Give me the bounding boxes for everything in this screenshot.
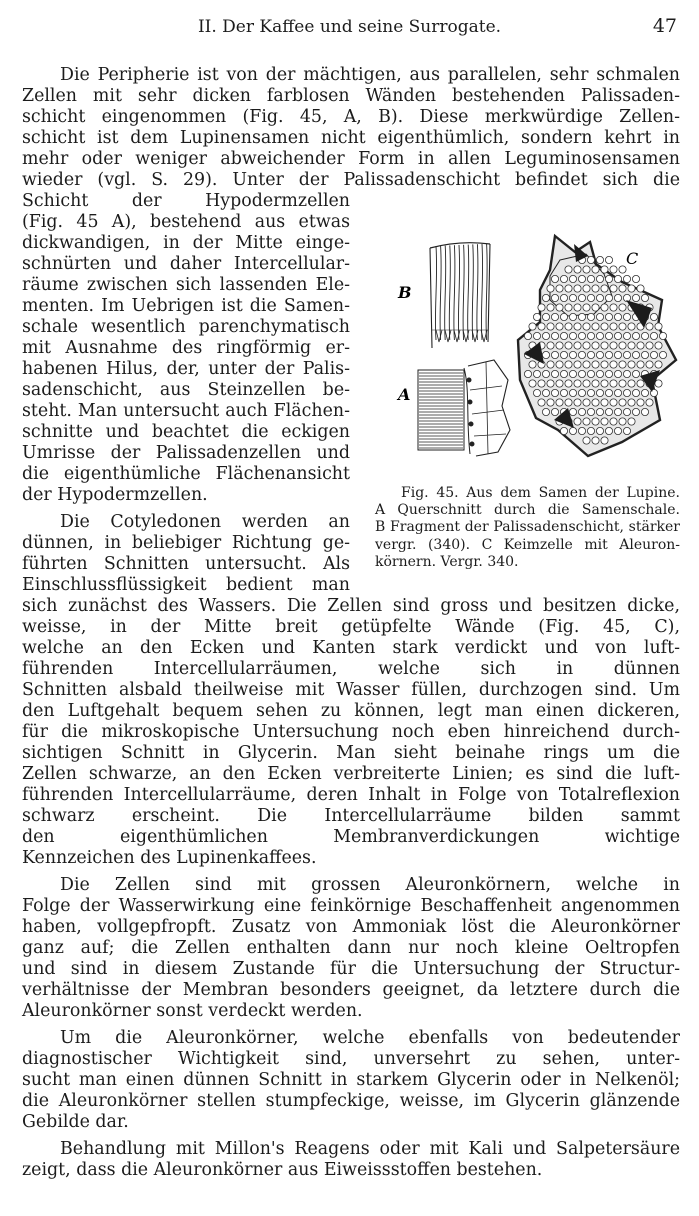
text-line: (Fig. 45 A), bestehend aus etwas bbox=[22, 212, 350, 232]
aleurone-cell-drawing bbox=[518, 236, 676, 456]
text-line: Schnitten alsbald theilweise mit Wasser füllen, durchzogen sind. Um bbox=[22, 680, 680, 700]
text-line: sadenschicht, aus Steinzellen be- bbox=[22, 380, 350, 400]
text-line: Kennzeichen des Lupinenkaffees. bbox=[22, 848, 317, 868]
figure-caption bbox=[375, 485, 680, 571]
text-line: Schicht der Hypodermzellen bbox=[22, 191, 350, 211]
text-line: weisse, in der Mitte breit getüpfelte Wände (Fig. 45, C), bbox=[22, 617, 680, 637]
text-line: ganz auf; die Zellen enthalten dann nur noch kleine Oeltropfen bbox=[22, 938, 680, 958]
text-line: Zellen mit sehr dicken farblosen Wänden bestehenden Palissaden- bbox=[22, 86, 680, 106]
palisade-fragment-drawing bbox=[430, 243, 490, 348]
caption-line: B Fragment der Palissadenschicht, stärker bbox=[375, 519, 680, 536]
text-line: der Hypodermzellen. bbox=[22, 485, 208, 505]
text-line: und sind in diesem Zustande für die Untersuchung der Structur- bbox=[22, 959, 680, 979]
text-line: dünnen, in beliebiger Richtung ge- bbox=[22, 533, 350, 553]
text-line: den eigenthümlichen Membranverdickungen wichtige bbox=[22, 827, 680, 847]
text-line: schale wesentlich parenchymatisch bbox=[22, 317, 350, 337]
text-line: führenden Intercellularräumen, welche sich in dünnen bbox=[22, 659, 680, 679]
text-line: Aleuronkörner sonst verdeckt werden. bbox=[22, 1001, 363, 1021]
text-line: sich zunächst des Wassers. Die Zellen sind gross und besitzen dicke, bbox=[22, 596, 680, 616]
caption-line: körnern. Vergr. 340. bbox=[375, 553, 519, 570]
text-line: Zellen schwarze, an den Ecken verbreiterte Linien; es sind die luft- bbox=[22, 764, 680, 784]
text-line: mehr oder weniger abweichender Form in allen Leguminosensamen bbox=[22, 149, 680, 169]
text-line: steht. Man untersucht auch Flächen- bbox=[22, 401, 350, 421]
figure-label-c: C bbox=[626, 249, 639, 268]
text-line: schicht eingenommen (Fig. 45, A, B). Diese merkwürdige Zellen- bbox=[22, 107, 680, 127]
text-line: Behandlung mit Millon's Reagens oder mit Kali und Salpetersäure bbox=[60, 1139, 680, 1159]
text-line: Gebilde dar. bbox=[22, 1112, 129, 1132]
text-line: räume zwischen sich lassenden Ele- bbox=[22, 275, 350, 295]
text-line: Folge der Wasserwirkung eine feinkörnige Beschaffenheit angenommen bbox=[22, 896, 680, 916]
text-line: sucht man einen dünnen Schnitt in starkem Glycerin oder in Nelkenöl; bbox=[22, 1070, 680, 1090]
caption-line: vergr. (340). C Keimzelle mit Aleuron- bbox=[375, 536, 680, 553]
text-line: schnitte und beachtet die eckigen bbox=[22, 422, 350, 442]
text-line: führten Schnitten untersucht. Als bbox=[22, 554, 350, 574]
text-line: welche an den Ecken und Kanten stark verdickt und von luft- bbox=[22, 638, 680, 658]
text-line: Die Zellen sind mit grossen Aleuronkörnern, welche in bbox=[60, 875, 680, 895]
text-line: dickwandigen, in der Mitte einge- bbox=[22, 233, 350, 253]
text-line: zeigt, dass die Aleuronkörner aus Eiweissstoffen bestehen. bbox=[22, 1160, 543, 1180]
text-line: menten. Im Uebrigen ist die Samen- bbox=[22, 296, 350, 316]
caption-line: A Querschnitt durch die Samenschale. bbox=[375, 502, 680, 519]
text-line: die Aleuronkörner stellen stumpfeckige, weisse, im Glycerin glänzende bbox=[22, 1091, 680, 1111]
text-line: schwarz erscheint. Die Intercellularräume bilden sammt bbox=[22, 806, 680, 826]
seed-coat-cross-section-drawing bbox=[418, 360, 510, 456]
text-line: für die mikroskopische Untersuchung noch eben hinreichend durch- bbox=[22, 722, 680, 742]
text-line: diagnostischer Wichtigkeit sind, unversehrt zu sehen, unter- bbox=[22, 1049, 680, 1069]
text-line: Die Cotyledonen werden an bbox=[60, 512, 350, 532]
running-header bbox=[0, 15, 699, 38]
text-line: Die Peripherie ist von der mächtigen, aus parallelen, sehr schmalen bbox=[60, 65, 680, 85]
figure-label-a: A bbox=[398, 385, 411, 404]
text-line: sichtigen Schnitt in Glycerin. Man sieht beinahe rings um die bbox=[22, 743, 680, 763]
text-line: wieder (vgl. S. 29). Unter der Palissadenschicht befindet sich die bbox=[22, 170, 680, 190]
figure-label-b: B bbox=[398, 283, 412, 302]
text-line: verhältnisse der Membran besonders geeignet, da letztere durch die bbox=[22, 980, 680, 1000]
figure-45 bbox=[390, 230, 680, 470]
text-line: Umrisse der Palissadenzellen und bbox=[22, 443, 350, 463]
text-line: die eigenthümliche Flächenansicht bbox=[22, 464, 350, 484]
text-line: schicht ist dem Lupinensamen nicht eigenthümlich, sondern kehrt in bbox=[22, 128, 680, 148]
text-line: führenden Intercellularräume, deren Inhalt in Folge von Totalreflexion bbox=[22, 785, 680, 805]
text-line: Um die Aleuronkörner, welche ebenfalls von bedeutender bbox=[60, 1028, 680, 1048]
text-line: habenen Hilus, der, unter der Palis- bbox=[22, 359, 350, 379]
text-line: schnürten und daher Intercellular- bbox=[22, 254, 350, 274]
text-line: mit Ausnahme des ringförmig er- bbox=[22, 338, 350, 358]
caption-line: Fig. 45. Aus dem Samen der Lupine. bbox=[401, 485, 680, 501]
text-line: den Luftgehalt bequem sehen zu können, legt man einen dickeren, bbox=[22, 701, 680, 721]
text-line: haben, vollgepfropft. Zusatz von Ammoniak löst die Aleuronkörner bbox=[22, 917, 680, 937]
text-line: Einschlussflüssigkeit bedient man bbox=[22, 575, 350, 595]
page-number: 47 bbox=[652, 15, 677, 37]
lupine-seed-illustration bbox=[390, 230, 680, 470]
running-title: II. Der Kaffee und seine Surrogate. bbox=[197, 17, 502, 37]
